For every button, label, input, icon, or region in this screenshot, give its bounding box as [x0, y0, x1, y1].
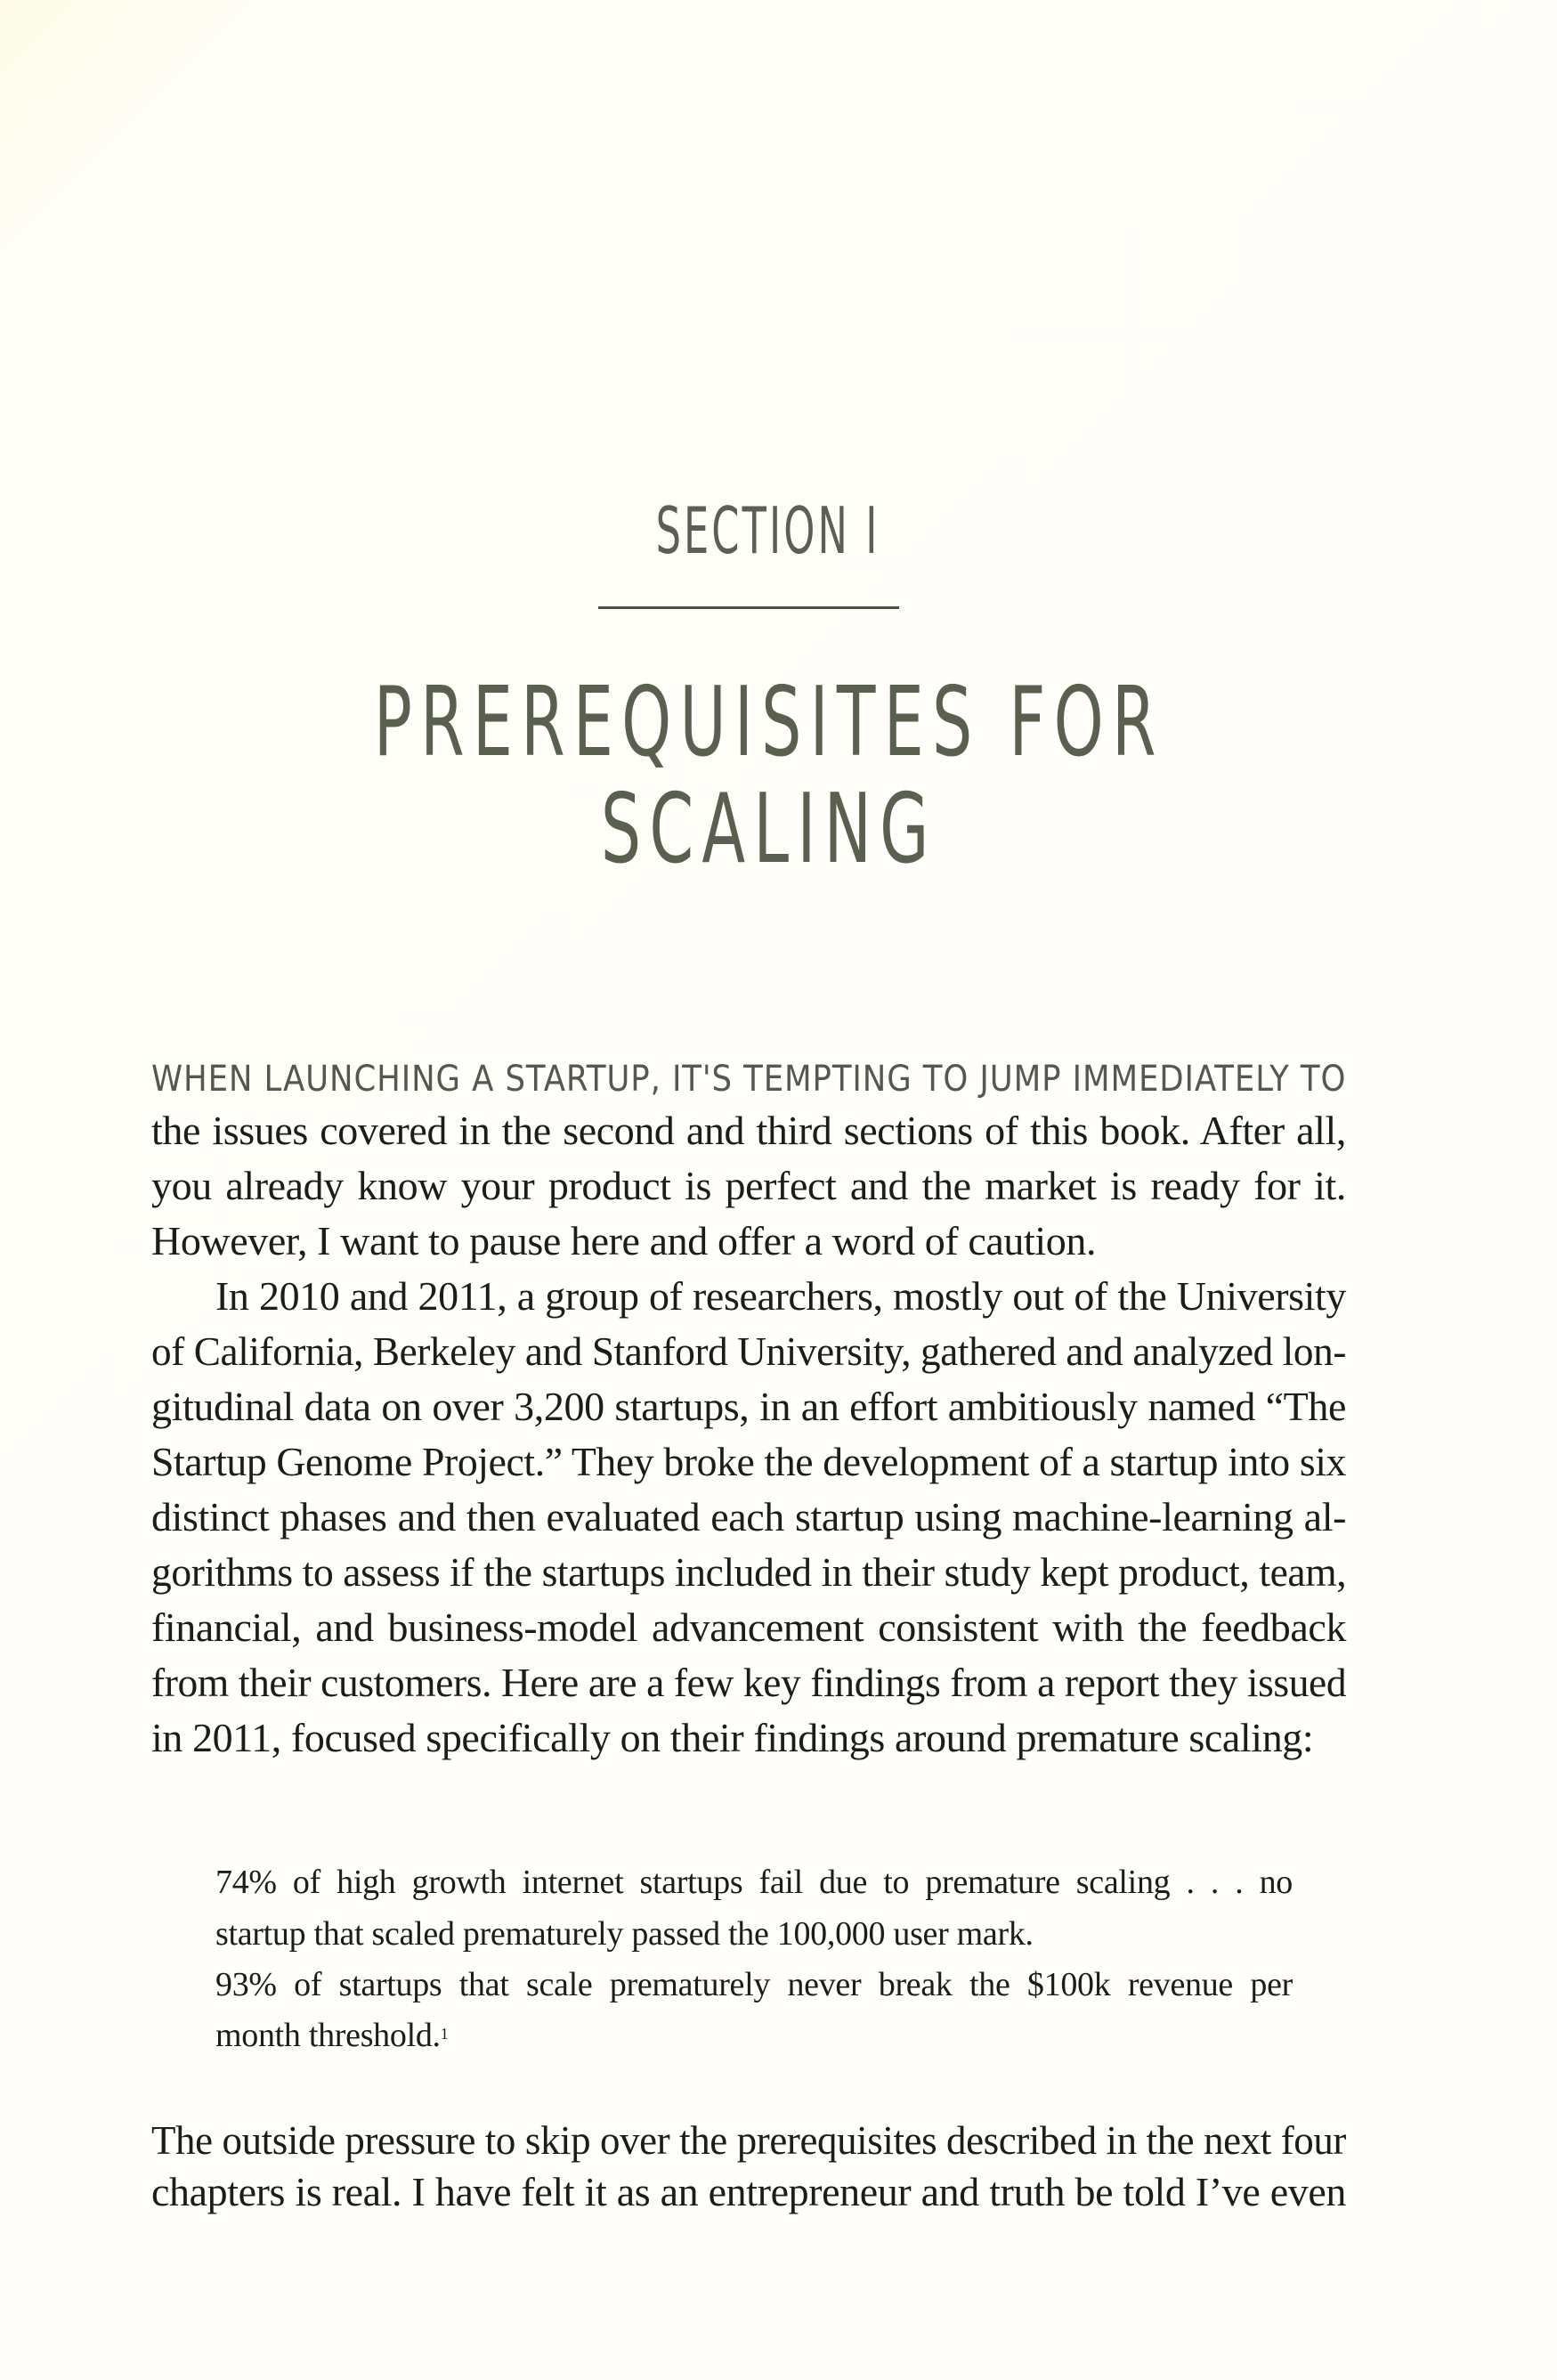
blockquote-line: startup that scaled prematurely passed the 100,000 user mark.	[215, 1915, 1034, 1953]
blockquote-line: 93% of startups that scale prematurely never break the $100k revenue per	[215, 1966, 1293, 2003]
body-line: chapters is real. I have felt it as an entrepreneur and truth be told I’ve even	[151, 2169, 1346, 2214]
body-line: of California, Berkeley and Stanford University, gathered and analyzed lon-	[151, 1328, 1346, 1374]
blockquote-line: 74% of high growth internet startups fail due to premature scaling . . . no	[215, 1864, 1293, 1901]
body-line: you already know your product is perfect and the market is ready for it.	[151, 1163, 1346, 1208]
blockquote-text: month threshold.	[215, 2017, 441, 2054]
body-line: from their customers. Here are a few key findings from a report they issued	[151, 1660, 1347, 1705]
blockquote-line-last	[215, 2016, 1293, 2055]
body-line: in 2011, focused specifically on their findings around premature scaling:	[151, 1715, 1314, 1760]
body-line: gitudinal data on over 3,200 startups, in an effort ambitiously named “The	[151, 1384, 1346, 1429]
footnote-marker: 1	[440, 2025, 449, 2043]
body-line: the issues covered in the second and third sections of this book. After all,	[151, 1108, 1346, 1153]
lead-in-caps: WHEN LAUNCHING A STARTUP, IT'S TEMPTING TO JUMP IMMEDIATELY TO	[151, 1059, 1347, 1100]
body-line: Startup Genome Project.” They broke the development of a startup into six	[151, 1439, 1346, 1484]
body-line: In 2010 and 2011, a group of researchers, mostly out of the University	[215, 1273, 1346, 1319]
body-line: However, I want to pause here and offer a word of caution.	[151, 1218, 1097, 1263]
section-divider-rule	[598, 606, 899, 609]
body-line: financial, and business-model advancement consistent with the feedback	[151, 1604, 1346, 1650]
body-line: gorithms to assess if the startups included in their study kept product, team,	[151, 1549, 1347, 1595]
body-line: distinct phases and then evaluated each startup using machine-learning al-	[151, 1494, 1346, 1539]
section-label: SECTION I	[655, 493, 880, 568]
body-line: The outside pressure to skip over the prerequisites described in the next four	[151, 2117, 1346, 2163]
section-title: PREREQUISITES FOR SCALING	[373, 667, 1164, 885]
